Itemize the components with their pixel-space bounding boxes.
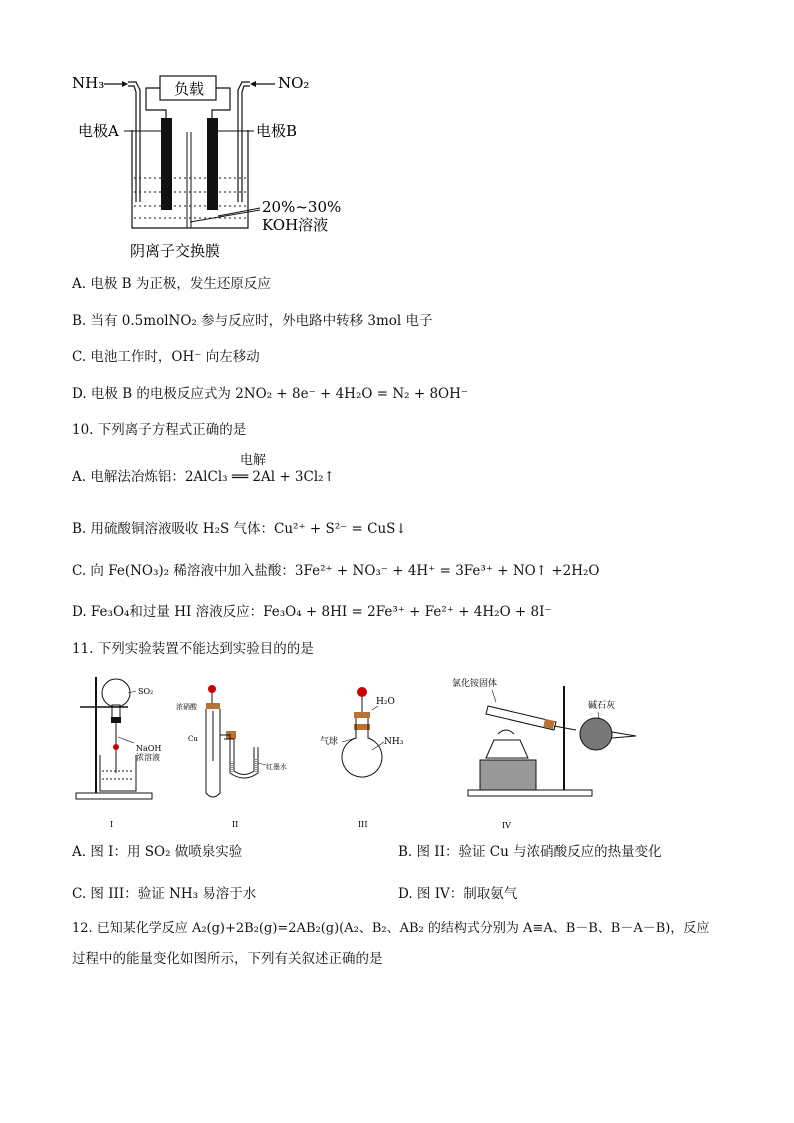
- q10-stem: 10. 下列离子方程式正确的是: [72, 422, 247, 438]
- q11-option-d: D. 图 IV：制取氨气: [398, 886, 518, 902]
- no2-inlet-label: NO₂: [278, 74, 310, 92]
- q12-stem-line2: 过程中的能量变化如图所示，下列有关叙述正确的是: [72, 951, 383, 967]
- fig2-ink-label: 红墨水: [266, 763, 287, 771]
- q11-option-b: B. 图 II：验证 Cu 与浓硝酸反应的热量变化: [398, 844, 662, 860]
- q9-option-c: C. 电池工作时，OH⁻ 向左移动: [72, 349, 260, 365]
- q10-option-a: A. 电解法冶炼铝：2AlCl₃ ══ 2Al + 3Cl₂↑: [72, 469, 335, 485]
- apparatus-fig-2: [172, 665, 292, 830]
- apparatus-fig-4: [440, 672, 640, 832]
- q12-stem-line1: 12. 已知某化学反应 A₂(g)+2B₂(g)=2AB₂(g)(A₂、B₂、AB₂ 的结构式分别为 A≡A、B－B、B－A－B)，反应: [72, 921, 710, 936]
- fig3-nh3-label: NH₃: [384, 737, 404, 747]
- fig2-cu-label: Cu: [188, 735, 198, 743]
- fig1-roman: I: [110, 820, 114, 829]
- fig3-balloon-label: 气球: [320, 737, 339, 747]
- nh3-inlet-label: NH₃: [72, 74, 105, 92]
- q10-option-b: B. 用硫酸铜溶液吸收 H₂S 气体：Cu²⁺ + S²⁻ = CuS↓: [72, 521, 407, 537]
- q10-electrolysis-condition: 电解: [240, 453, 267, 468]
- q9-option-d: D. 电极 B 的电极反应式为 2NO₂ + 8e⁻ + 4H₂O = N₂ + 8OH⁻: [72, 386, 469, 402]
- electrode-a: [161, 118, 172, 210]
- fig4-roman: IV: [502, 821, 511, 830]
- membrane-label: 阴离子交换膜: [130, 242, 221, 260]
- fig4-salt-label: 氯化铵固体: [452, 679, 498, 689]
- fig1-so2-label: SO₂: [138, 687, 154, 696]
- fuel-cell-figure: [60, 60, 360, 260]
- fig1-naoh-label: NaOH: [136, 744, 162, 753]
- q11-stem: 11. 下列实验装置不能达到实验目的的是: [72, 641, 314, 657]
- apparatus-fig-3: [316, 680, 416, 830]
- q10-option-c: C. 向 Fe(NO₃)₂ 稀溶液中加入盐酸：3Fe²⁺ + NO₃⁻ + 4H⁺ = 3Fe³⁺ + NO↑ +2H₂O: [72, 563, 600, 579]
- electrode-b: [207, 118, 218, 210]
- fig2-acid-label: 浓硝酸: [176, 703, 197, 711]
- fig2-roman: II: [232, 820, 239, 829]
- fig1-naoh-label-2: 浓溶液: [136, 753, 160, 762]
- q11-option-a: A. 图 I：用 SO₂ 做喷泉实验: [72, 844, 243, 860]
- q9-option-a: A. 电极 B 为正极，发生还原反应: [72, 276, 271, 292]
- q9-option-b: B. 当有 0.5molNO₂ 参与反应时，外电路中转移 3mol 电子: [72, 313, 433, 329]
- fig3-roman: III: [358, 820, 368, 829]
- fig4-lime-label: 碱石灰: [588, 701, 616, 711]
- koh-label-1: 20%~30%: [262, 198, 342, 216]
- electrode-a-label: 电极A: [78, 122, 119, 140]
- load-label: 负载: [174, 80, 205, 98]
- q10-option-d: D. Fe₃O₄和过量 HI 溶液反应：Fe₃O₄ + 8HI = 2Fe³⁺ + Fe²⁺ + 4H₂O + 8I⁻: [72, 604, 552, 620]
- apparatus-fig-1: [72, 665, 182, 830]
- fig3-h2o-label: H₂O: [376, 697, 395, 707]
- q11-option-c: C. 图 III：验证 NH₃ 易溶于水: [72, 886, 257, 902]
- koh-label-2: KOH溶液: [262, 216, 329, 234]
- electrode-b-label: 电极B: [256, 122, 298, 140]
